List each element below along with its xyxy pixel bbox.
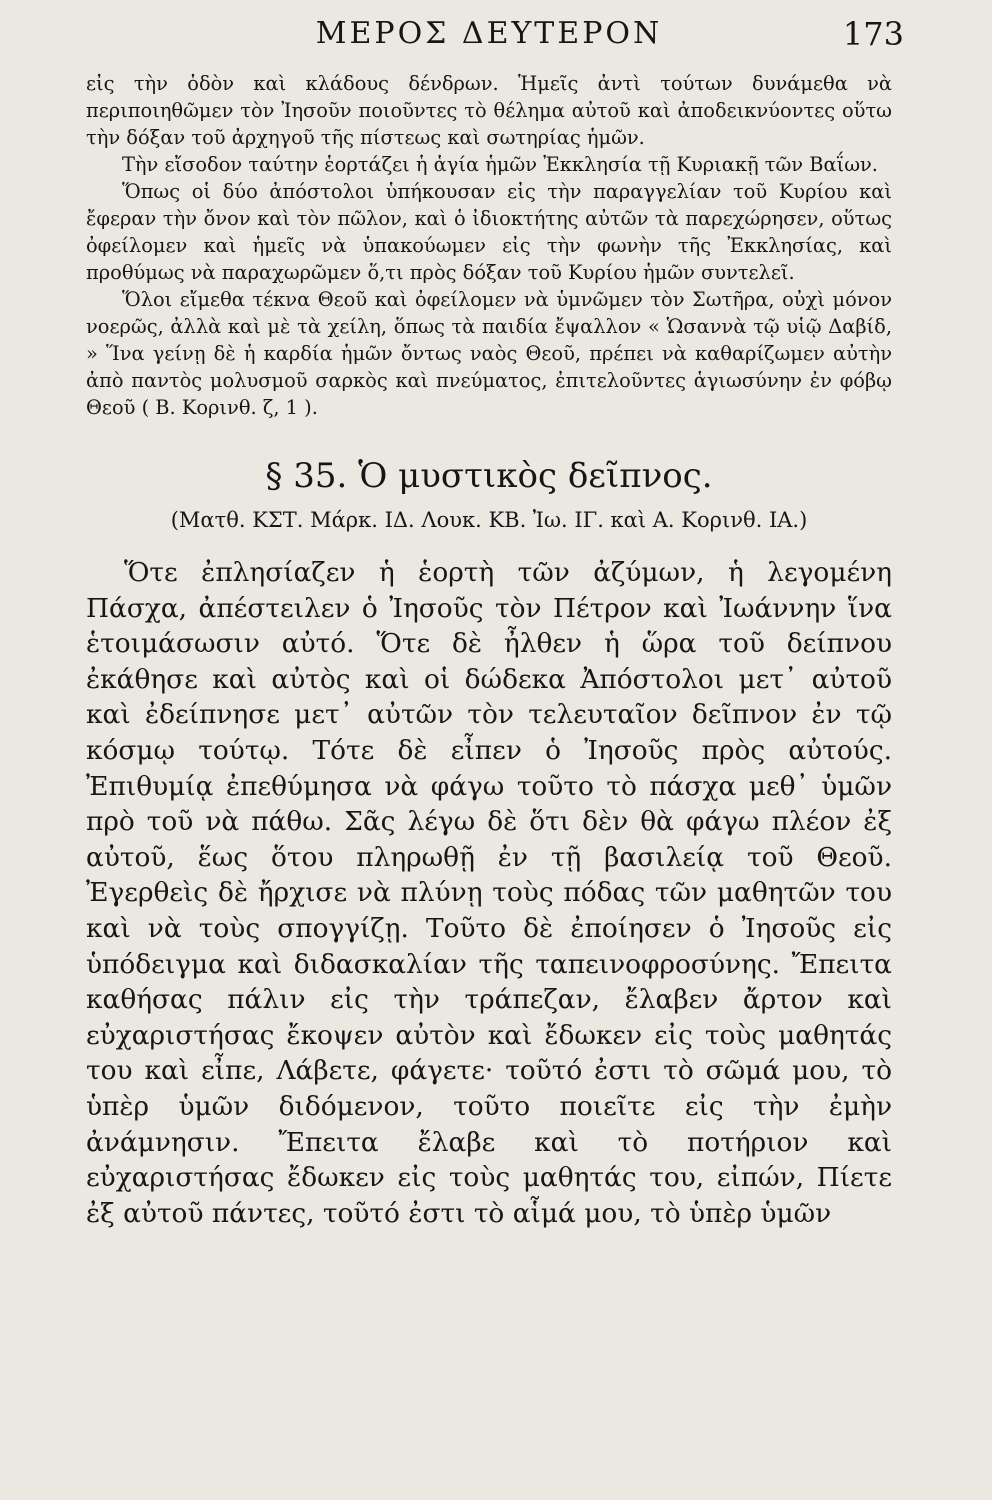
paragraph: εἰς τὴν ὁδὸν καὶ κλάδους δένδρων. Ἡμεῖς ἀντὶ τούτων δυνάμεθα νὰ περιποιηθῶμεν τὸν Ἰησοῦν ποιοῦντες τὸ θέλημα αὐτοῦ καὶ ἀποδεικνύοντες οὕτω τὴν δόξαν τοῦ ἀρχηγοῦ τῆς πίστεως καὶ σωτηρίας ἡμῶν. <box>86 72 892 149</box>
paragraph: Ὅπως οἱ δύο ἀπόστολοι ὑπήκουσαν εἰς τὴν παραγγελίαν τοῦ Κυρίου καὶ ἔφεραν τὴν ὄνον καὶ τὸν πῶλον, καὶ ὁ ἰδιοκτήτης αὐτῶν τὰ παρεχώρησεν, οὕτως ὀφείλομεν καὶ ἡμεῖς νὰ ὑπακούωμεν εἰς τὴν φωνὴν τῆς Ἐκκλησίας, καὶ προθύμως νὰ παραχωρῶμεν ὅ,τι πρὸς δόξαν τοῦ Κυρίου ἡμῶν συντελεῖ. <box>86 180 892 284</box>
paragraph: Ὅλοι εἴμεθα τέκνα Θεοῦ καὶ ὀφείλομεν νὰ ὑμνῶμεν τὸν Σωτῆρα, οὐχὶ μόνον νοερῶς, ἀλλὰ καὶ μὲ τὰ χείλη, ὅπως τὰ παιδία ἔψαλλον « Ὡσαννὰ τῷ υἱῷ Δαβίδ, » Ἵνα γείνῃ δὲ ἡ καρδία ἡμῶν ὄντως ναὸς Θεοῦ, πρέπει νὰ καθαρίζωμεν αὐτὴν ἀπὸ παντὸς μολυσμοῦ σαρκὸς καὶ πνεύματος, ἐπιτελοῦντες ἁγιωσύνην ἐν φόβῳ Θεοῦ ( Β. Κορινθ. ζ, 1 ). <box>86 288 892 419</box>
section-references: (Ματθ. ΚΣΤ. Μάρκ. ΙΔ. Λουκ. ΚΒ. Ἰω. ΙΓ. καὶ Α. Κορινθ. ΙΑ.) <box>170 508 808 532</box>
preceding-section-text <box>86 70 892 421</box>
page-header <box>86 14 904 54</box>
section-body <box>86 555 892 1231</box>
running-head: ΜΕΡΟΣ ΔΕΥΤΕΡΟΝ <box>315 16 663 51</box>
section-title: § 35. Ὁ μυστικὸς δεῖπνος. <box>265 456 713 496</box>
page-number: 173 <box>842 15 904 53</box>
paragraph: Ὅτε ἐπλησίαζεν ἡ ἑορτὴ τῶν ἀζύμων, ἡ λεγομένη Πάσχα, ἀπέστειλεν ὁ Ἰησοῦς τὸν Πέτρον καὶ Ἰωάννην ἵνα ἑτοιμάσωσιν αὐτό. Ὅτε δὲ ἦλθεν ἡ ὥρα τοῦ δείπνου ἐκάθησε καὶ αὐτὸς καὶ οἱ δώδεκα Ἀπόστολοι μετ᾽ αὐτοῦ καὶ ἐδείπνησε μετ᾽ αὐτῶν τὸν τελευταῖον δεῖπνον ἐν τῷ κόσμῳ τούτῳ. Τότε δὲ εἶπεν ὁ Ἰησοῦς πρὸς αὐτούς. Ἐπιθυμίᾳ ἐπεθύμησα νὰ φάγω τοῦτο τὸ πάσχα μεθ᾽ ὑμῶν πρὸ τοῦ νὰ πάθω. Σᾶς λέγω δὲ ὅτι δὲν θὰ φάγω πλέον ἐξ αὐτοῦ, ἕως ὅτου πληρωθῇ ἐν τῇ βασιλείᾳ τοῦ Θεοῦ. Ἐγερθεὶς δὲ ἤρχισε νὰ πλύνῃ τοὺς πόδας τῶν μαθητῶν του καὶ νὰ τοὺς σπογγίζῃ. Τοῦτο δὲ ἐποίησεν ὁ Ἰησοῦς εἰς ὑπόδειγμα καὶ διδασκαλίαν τῆς ταπεινοφροσύνης. Ἔπειτα καθήσας πάλιν εἰς τὴν τράπεζαν, ἔλαβεν ἄρτον καὶ εὐχαριστήσας ἔκοψεν αὐτὸν καὶ ἔδωκεν εἰς τοὺς μαθητάς του καὶ εἶπε, Λάβετε, φάγετε· τοῦτό ἐστι τὸ σῶμά μου, τὸ ὑπὲρ ὑμῶν διδόμενον, τοῦτο ποιεῖτε εἰς τὴν ἐμὴν ἀνάμνησιν. Ἔπειτα ἔλαβε καὶ τὸ ποτήριον καὶ εὐχαριστήσας ἔδωκεν εἰς τοὺς μαθητάς του, εἰπών, Πίετε ἐξ αὐτοῦ πάντες, τοῦτό ἐστι τὸ αἷμά μου, τὸ ὑπὲρ ὑμῶν <box>86 557 892 1229</box>
paragraph: Τὴν εἴσοδον ταύτην ἑορτάζει ἡ ἁγία ἡμῶν Ἐκκλησία τῇ Κυριακῇ τῶν Βαΐων. <box>122 153 878 176</box>
